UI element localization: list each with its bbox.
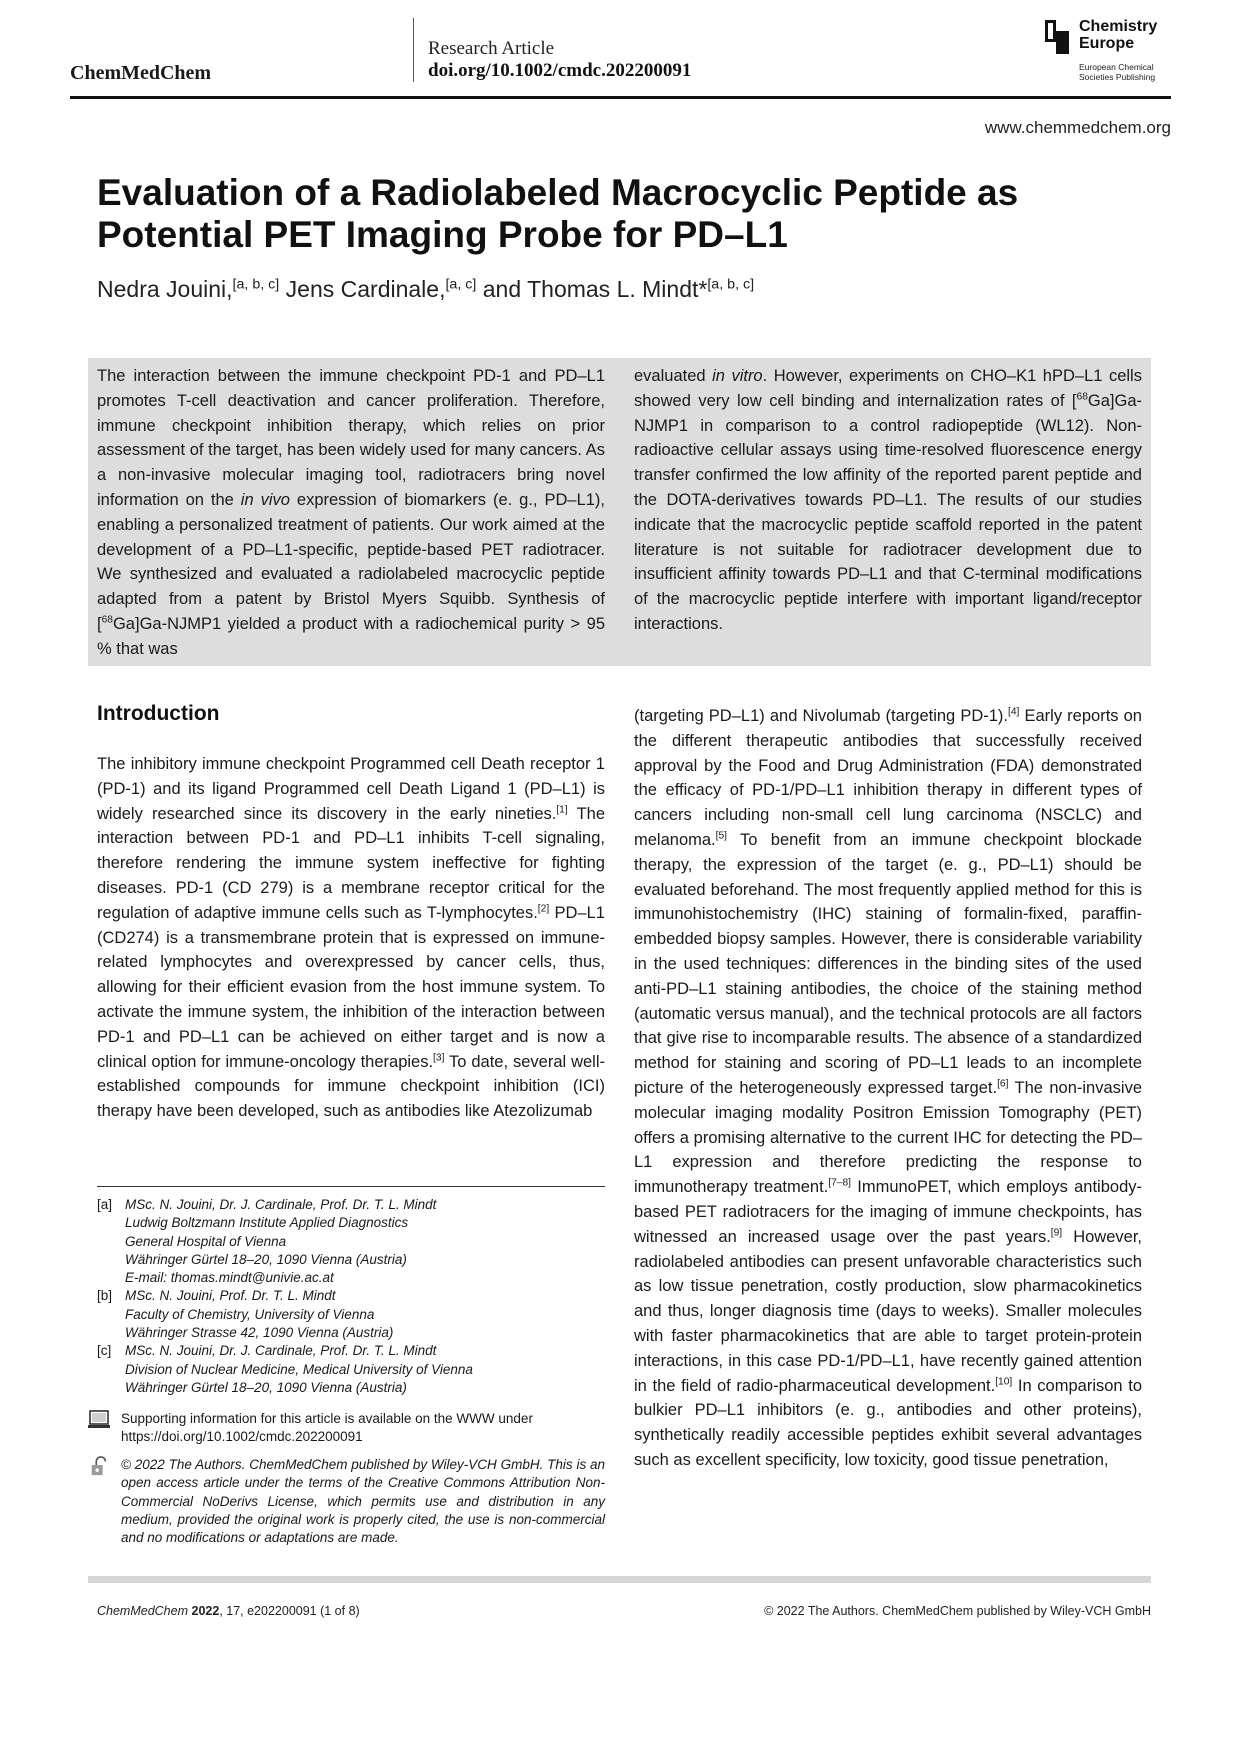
reference-citation[interactable]: [10] — [995, 1376, 1013, 1388]
abstract-text: Ga]Ga-NJMP1 in comparison to a control radiopeptide (WL12). Non-radioactive cellular assays using time-resolved fluorescence energy transfer confirmed the low affinity of the reported parent peptide and the DOTA-derivatives towards PD–L1. The results of our studies indicate that the macrocyclic peptide scaffold reported in the patent literature is not suitable for radiotracer development due to insufficient affinity towards PD–L1 and that C-terminal modifications of the macrocyclic peptide interfere with important ligand/receptor interactions. — [634, 391, 1142, 633]
header-divider — [413, 18, 414, 82]
chemistry-europe-logo-icon — [1045, 20, 1075, 54]
affiliation-label: [c] — [97, 1343, 112, 1359]
abstract-text: expression of biomarkers (e. g., PD–L1), enabling a personalized treatment of patients. Our work aimed at the development of a PD–L1-specific, peptide-based PET radiotracer. We synthesized and evaluated a radiolabeled macrocyclic peptide adapted from a patent by Bristol Myers Squibb. Synthesis of [ — [97, 490, 605, 633]
body-left-column — [97, 752, 605, 1124]
author-name: and Thomas L. Mindt* — [476, 276, 708, 302]
abstract-left-column — [97, 364, 605, 662]
paragraph-text: (targeting PD–L1) and Nivolumab (targeting PD-1). — [634, 707, 1009, 725]
affiliation-line: Währinger Strasse 42, 1090 Vienna (Austria) — [125, 1325, 394, 1341]
title-line1: Evaluation of a Radiolabeled Macrocyclic Peptide as — [97, 172, 1019, 213]
journal-website-link[interactable]: www.chemmedchem.org — [984, 118, 1171, 137]
publisher-name-line2: Europe — [1079, 35, 1135, 52]
publisher-name-line1: Chemistry — [1079, 18, 1158, 35]
reference-citation[interactable]: [1] — [556, 804, 568, 816]
doi-link[interactable]: doi.org/10.1002/cmdc.202200091 — [428, 60, 692, 81]
footer-citation — [97, 1604, 360, 1618]
publisher-sub-line1: European Chemical — [1079, 62, 1154, 72]
title-line2: Potential PET Imaging Probe for PD–L1 — [97, 214, 788, 255]
article-title — [97, 172, 1147, 256]
affiliation-line: E-mail: thomas.mindt@univie.ac.at — [125, 1270, 334, 1286]
journal-name: ChemMedChem — [70, 62, 212, 84]
reference-citation[interactable]: [7–8] — [828, 1177, 851, 1189]
paragraph-text: PD–L1 (CD274) is a transmembrane protein that is expressed on immune-related lymphocytes and overexpressed by cancer cells, thus, allowing for their efficient evasion from the host immune system. To activate the immune system, the inhibition of the interaction between PD-1 and PD–L1 can be achieved on either target and is now a clinical option for immune-oncology therapies. — [97, 903, 605, 1071]
footer-year: 2022 — [191, 1604, 220, 1618]
affiliation-entry — [97, 1287, 605, 1342]
affiliation-label: [a] — [97, 1197, 113, 1212]
body-right-column — [634, 704, 1142, 1473]
isotope-superscript: 68 — [101, 614, 113, 626]
abstract-italic: in vitro — [712, 367, 763, 385]
affiliation-line: MSc. N. Jouini, Dr. J. Cardinale, Prof. Dr. T. L. Mindt — [125, 1197, 437, 1212]
affiliation-line: MSc. N. Jouini, Dr. J. Cardinale, Prof. Dr. T. L. Mindt — [125, 1343, 437, 1359]
footer-volume-pages: , 17, e202200091 (1 of 8) — [219, 1604, 360, 1618]
paragraph-text: Early reports on the different therapeutic antibodies that successfully received approval by the Food and Drug Administration (FDA) demonstrated the efficacy of PD-1/PD–L1 inhibition therapy in different types of cancers including non-small cell lung carcinoma (NSCLC) and melanoma. — [634, 707, 1142, 849]
reference-citation[interactable]: [2] — [537, 903, 550, 915]
article-type: Research Article — [428, 38, 555, 59]
reference-citation[interactable]: [5] — [715, 830, 727, 842]
footer-journal: ChemMedChem — [97, 1604, 189, 1618]
reference-citation[interactable]: [9] — [1050, 1227, 1063, 1239]
affiliation-line: Faculty of Chemistry, University of Vienna — [125, 1306, 375, 1322]
paragraph-text: The inhibitory immune checkpoint Programmed cell Death receptor 1 (PD-1) and its ligand Programmed cell Death Ligand 1 (PD–L1) is widely researched since its discovery in the early nineties. — [97, 755, 605, 823]
author-list — [97, 276, 754, 303]
paragraph-text: The interaction between PD-1 and PD–L1 inhibits T-cell signaling, therefore rendering the immune system ineffective for fighting diseases. PD-1 (CD 279) is a membrane receptor critical for the regulation of adaptive immune cells such as T-lymphocytes. — [97, 804, 606, 922]
publisher-subtitle — [1079, 62, 1155, 82]
publisher-name — [1079, 18, 1157, 52]
abstract-right-column — [634, 364, 1142, 637]
open-access-icon — [88, 1456, 110, 1476]
author-name: Nedra Jouini, — [97, 276, 233, 302]
paragraph-text: To benefit from an immune checkpoint blockade therapy, the expression of the target (e. g., PD–L1) should be evaluated beforehand. The most frequently applied method for this is immunohistochemistry (IHC) staining of formalin-fixed, paraffin-embedded biopsy samples. However, there is considerable variability in the used techniques: differences in the binding sites of the used anti-PD–L1 staining antibodies, the choice of the staining method (automatic versus manual), and the technical protocols are all factors that give rise to incomparable results. The absence of a standardized method for staining and scoring of PD–L1 leads to an incomplete picture of the heterogeneously expressed target. — [634, 830, 1142, 1097]
section-heading-introduction: Introduction — [97, 702, 220, 725]
abstract-text: The interaction between the immune checkpoint PD-1 and PD–L1 promotes T-cell deactivation and cancer proliferation. Therefore, immune checkpoint inhibition therapy, which relies on prior assessment of the target, has been widely used for many cancers. As a non-invasive molecular imaging tool, radiotracers bring novel information on the — [97, 367, 605, 509]
author-affiliation-marker: [a, b, c] — [232, 276, 280, 293]
affiliation-line: General Hospital of Vienna — [125, 1233, 287, 1249]
author-affiliation-marker: [a, b, c] — [707, 276, 755, 293]
license-text: © 2022 The Authors. ChemMedChem published by Wiley-VCH GmbH. This is an open access article under the terms of the Creative Commons Attribution Non-Commercial NoDerivs License, which permits use and distribution in any medium, provided the original work is properly cited, the use is non-commercial and no modifications or adaptations are made. — [121, 1457, 605, 1546]
affiliation-line: Division of Nuclear Medicine, Medical University of Vienna — [125, 1361, 473, 1377]
computer-icon — [88, 1410, 110, 1430]
footnote-rule — [97, 1186, 605, 1187]
header-rule — [70, 96, 1171, 99]
abstract-text: Ga]Ga-NJMP1 yielded a product with a radiochemical purity > 95 % that was — [97, 614, 605, 658]
reference-citation[interactable]: [3] — [433, 1052, 445, 1064]
affiliation-entry — [97, 1342, 605, 1397]
affiliation-line: MSc. N. Jouini, Prof. Dr. T. L. Mindt — [125, 1288, 336, 1304]
publisher-sub-line2: Societies Publishing — [1079, 72, 1156, 82]
paragraph-text: The non-invasive molecular imaging modality Positron Emission Tomography (PET) offers a promising alternative to the current IHC for detecting the PD–L1 expression and therefore predicting the response to immunotherapy treatment. — [634, 1078, 1142, 1197]
reference-citation[interactable]: [4] — [1008, 706, 1020, 718]
publisher-logo — [1045, 18, 1175, 82]
paragraph-text: In comparison to bulkier PD–L1 inhibitors (e. g., antibodies and other proteins), synthetically readily accessible peptides exhibit several advantages such as excellent specificity, low toxicity, good tissue penetration, — [634, 1376, 1143, 1469]
reference-citation[interactable]: [6] — [997, 1078, 1009, 1090]
abstract-box — [88, 358, 1151, 666]
paragraph-text: To date, several well-established compounds for immune checkpoint inhibition (ICI) therapy have been developed, such as antibodies like Atezolizumab — [97, 1052, 605, 1121]
abstract-text: . However, experiments on CHO–K1 hPD–L1 cells showed very low cell binding and internalization rates of [ — [634, 367, 1142, 410]
affiliation-line: Währinger Gürtel 18–20, 1090 Vienna (Austria) — [125, 1379, 407, 1395]
affiliation-entry — [97, 1196, 605, 1287]
paragraph-text: ImmunoPET, which employs antibody-based PET radiotracers for the imaging of immune checkpoints, has witnessed an increased usage over the past years. — [634, 1178, 1142, 1246]
author-affiliation-marker: [a, c] — [445, 276, 477, 293]
supporting-info-text: Supporting information for this article is available on the WWW under https://doi.org/10.1002/cmdc.202200091 — [121, 1411, 533, 1445]
footer-copyright: © 2022 The Authors. ChemMedChem published by Wiley-VCH GmbH — [764, 1604, 1151, 1618]
supporting-info-note — [88, 1410, 605, 1447]
author-name: Jens Cardinale, — [279, 276, 446, 302]
paragraph-text: However, radiolabeled antibodies can present unfavorable characteristics such as low tissue penetration, costly production, slow pharmacokinetics and thus, longer diagnosis time (days to weeks). Smaller molecules with faster pharmacokinetics that are able to target protein-protein interactions, in this case PD-1/PD–L1, have recently gained attention in the field of radio-pharmaceutical development. — [634, 1227, 1142, 1395]
affiliations — [97, 1196, 605, 1397]
license-note — [88, 1456, 605, 1547]
affiliation-label: [b] — [97, 1288, 113, 1304]
footer-rule — [88, 1576, 1151, 1583]
affiliation-line: Ludwig Boltzmann Institute Applied Diagnostics — [125, 1215, 409, 1231]
abstract-text: evaluated — [634, 367, 713, 385]
isotope-superscript: 68 — [1076, 391, 1088, 403]
abstract-italic: in vivo — [240, 490, 290, 509]
affiliation-line: Währinger Gürtel 18–20, 1090 Vienna (Austria) — [125, 1251, 407, 1267]
